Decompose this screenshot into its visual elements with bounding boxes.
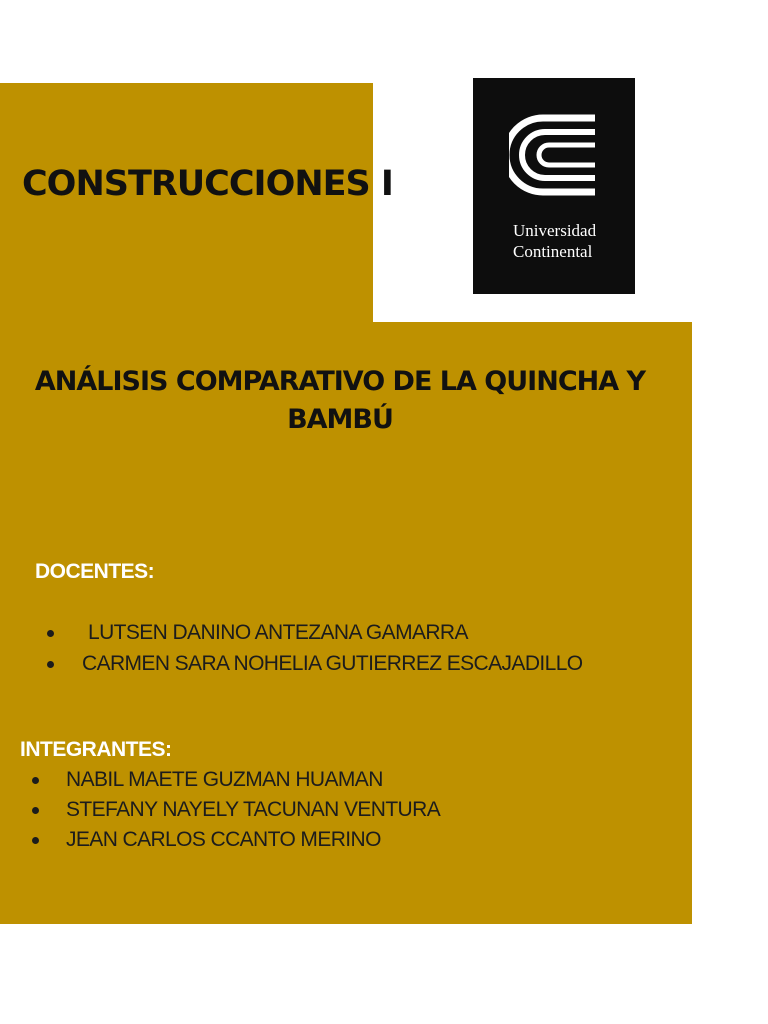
university-name: [513, 220, 596, 262]
integrante-name: NABIL MAETE GUZMAN HUAMAN: [66, 768, 383, 791]
integrante-name: STEFANY NAYELY TACUNAN VENTURA: [66, 798, 441, 821]
list-item: [0, 765, 440, 795]
docentes-heading: DOCENTES:: [35, 560, 155, 583]
integrantes-heading: INTEGRANTES:: [20, 738, 172, 761]
document-title: ANÁLISIS COMPARATIVO DE LA QUINCHA Y BAMBÚ: [34, 366, 646, 435]
university-logo: [473, 78, 635, 294]
course-title: CONSTRUCCIONES I: [22, 164, 393, 204]
list-item: [0, 825, 440, 855]
university-name-line1: Universidad: [513, 221, 597, 240]
docentes-list: [0, 617, 583, 679]
university-name-line2: Continental: [513, 242, 593, 261]
bullet-icon: [32, 807, 39, 814]
list-item: [0, 617, 583, 648]
bullet-icon: [47, 630, 54, 637]
university-emblem-icon: [509, 110, 599, 200]
integrante-name: JEAN CARLOS CCANTO MERINO: [66, 828, 381, 851]
integrantes-list: [0, 765, 440, 855]
bullet-icon: [32, 837, 39, 844]
bullet-icon: [47, 661, 54, 668]
docente-name: CARMEN SARA NOHELIA GUTIERREZ ESCAJADILLO: [82, 652, 583, 675]
list-item: [0, 795, 440, 825]
docente-name: LUTSEN DANINO ANTEZANA GAMARRA: [88, 621, 468, 644]
bullet-icon: [32, 777, 39, 784]
list-item: [0, 648, 583, 679]
